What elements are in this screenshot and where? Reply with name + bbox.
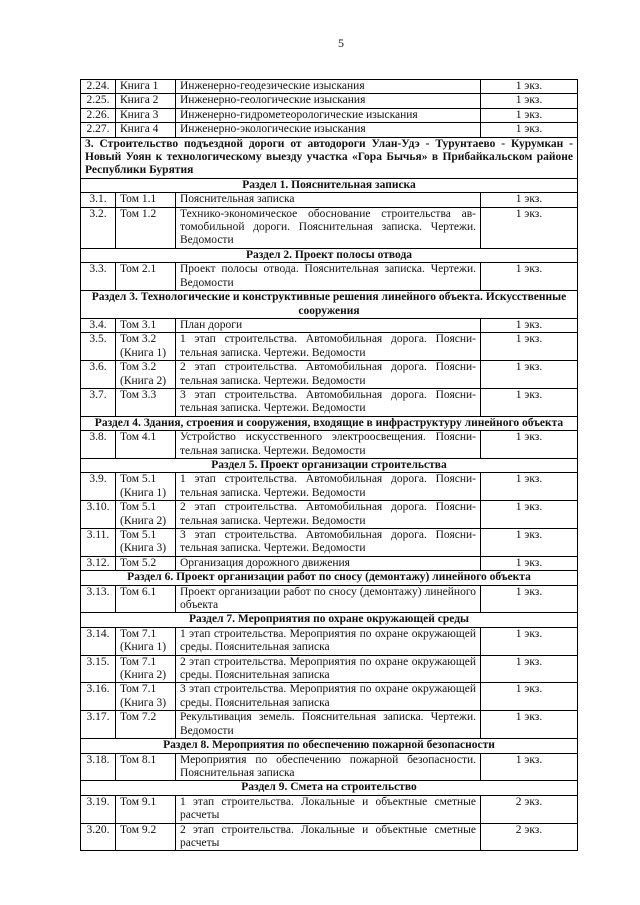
item-number: 3.17.: [81, 711, 116, 739]
item-copies: 1 экз.: [481, 318, 578, 332]
item-number: 3.12.: [81, 556, 116, 570]
volume-book-label: (Книга 1): [120, 486, 167, 499]
volume-label: Том 7.1: [120, 627, 157, 640]
volume-cell: [116, 80, 176, 94]
item-description: Инженерно-геологические изыскания: [176, 94, 481, 108]
volume-label: Том 5.2: [120, 556, 157, 569]
item-copies: 1 экз.: [481, 711, 578, 739]
subsection-heading-row: [81, 416, 578, 430]
table-row: [81, 193, 578, 207]
volume-book-label: (Книга 3): [120, 696, 167, 709]
volume-label: Книга 3: [120, 108, 159, 121]
item-number: 2.24.: [81, 80, 116, 94]
item-description: План дороги: [176, 318, 481, 332]
item-number: 3.14.: [81, 627, 116, 655]
item-copies: 1 экз.: [481, 333, 578, 361]
volume-cell: [116, 431, 176, 459]
volume-cell: [116, 711, 176, 739]
item-number: 3.4.: [81, 318, 116, 332]
volume-label: Книга 4: [120, 123, 159, 136]
volume-label: Том 9.1: [120, 795, 157, 808]
volume-cell: [116, 94, 176, 108]
item-copies: 1 экз.: [481, 627, 578, 655]
page-number: 5: [338, 36, 344, 50]
table-row: [81, 627, 578, 655]
item-number: 3.16.: [81, 683, 116, 711]
volume-book-label: (Книга 1): [120, 346, 167, 359]
item-description: 3 этап строительства. Автомобильная дорога. Пояснительная записка. Чертежи. Ведомости: [176, 388, 481, 416]
table-row: [81, 556, 578, 570]
item-number: 3.6.: [81, 361, 116, 389]
table-row: [81, 333, 578, 361]
volume-label: Том 7.1: [120, 683, 157, 696]
item-description: 1 этап строительства. Мероприятия по охране окружающей среды. Пояснительная записка: [176, 627, 481, 655]
subsection-heading-row: [81, 458, 578, 472]
item-copies: 1 экз.: [481, 529, 578, 557]
section-heading-row: [81, 137, 578, 178]
volume-cell: [116, 753, 176, 781]
table-row: [81, 585, 578, 613]
item-copies: 1 экз.: [481, 473, 578, 501]
subsection-heading: Раздел 5. Проект организации строительства: [81, 458, 578, 472]
item-description: 1 этап строительства. Локальные и объектные сметные расчеты: [176, 795, 481, 823]
item-description: Устройство искусственного электроосвещения. Пояснительная записка. Чертежи. Ведомости: [176, 431, 481, 459]
volume-book-label: (Книга 2): [120, 514, 167, 527]
table-row: [81, 388, 578, 416]
subsection-heading: Раздел 6. Проект организации работ по сносу (демонтажу) линейного объекта: [81, 571, 578, 585]
table-row: [81, 123, 578, 137]
item-copies: 1 экз.: [481, 655, 578, 683]
subsection-heading-row: [81, 781, 578, 795]
item-description: Инженерно-экологические изыскания: [176, 123, 481, 137]
item-number: 2.26.: [81, 108, 116, 122]
item-copies: 1 экз.: [481, 108, 578, 122]
table-row: [81, 108, 578, 122]
table-row: [81, 80, 578, 94]
subsection-heading-row: [81, 178, 578, 192]
volume-book-label: (Книга 2): [120, 374, 167, 387]
table-row: [81, 683, 578, 711]
volume-cell: [116, 501, 176, 529]
item-number: 3.3.: [81, 263, 116, 291]
table-row: [81, 501, 578, 529]
item-copies: 1 экз.: [481, 80, 578, 94]
table-row: [81, 318, 578, 332]
item-number: 3.1.: [81, 193, 116, 207]
subsection-heading: Раздел 3. Технологические и конструктивные решения линейного объекта. Искусственные сооружения: [81, 291, 578, 319]
volume-label: Том 6.1: [120, 585, 157, 598]
item-number: 3.5.: [81, 333, 116, 361]
volume-label: Том 9.2: [120, 823, 157, 836]
volume-cell: [116, 361, 176, 389]
item-description: Инженерно-геодезические изыскания: [176, 80, 481, 94]
volume-book-label: (Книга 3): [120, 542, 167, 555]
item-copies: 1 экз.: [481, 263, 578, 291]
subsection-heading: Раздел 2. Проект полосы отвода: [81, 248, 578, 262]
item-copies: 2 экз.: [481, 795, 578, 823]
subsection-heading: Раздел 4. Здания, строения и сооружения, входящие в инфраструктуру линейного объекта: [81, 416, 578, 430]
item-copies: 1 экз.: [481, 388, 578, 416]
item-number: 2.27.: [81, 123, 116, 137]
item-description: 3 этап строительства. Мероприятия по охране окружающей среды. Пояснительная записка: [176, 683, 481, 711]
volume-cell: [116, 108, 176, 122]
volume-label: Том 3.2: [120, 333, 157, 346]
item-description: Проект полосы отвода. Пояснительная записка. Чертежи. Ведомости: [176, 263, 481, 291]
item-description: Проект организации работ по сносу (демонтажу) линейного объекта: [176, 585, 481, 613]
volume-cell: [116, 123, 176, 137]
volume-cell: [116, 473, 176, 501]
subsection-heading-row: [81, 248, 578, 262]
volume-label: Том 8.1: [120, 753, 157, 766]
item-description: 2 этап строительства. Локальные и объектные сметные расчеты: [176, 823, 481, 851]
item-number: 3.11.: [81, 529, 116, 557]
volume-cell: [116, 333, 176, 361]
item-copies: 1 экз.: [481, 556, 578, 570]
item-description: 2 этап строительства. Автомобильная дорога. Пояснительная записка. Чертежи. Ведомости: [176, 501, 481, 529]
item-description: Пояснительная записка: [176, 193, 481, 207]
volume-label: Том 1.1: [120, 193, 157, 206]
volume-label: Том 5.1: [120, 473, 157, 486]
item-description: 1 этап строительства. Автомобильная дорога. Пояснительная записка. Чертежи. Ведомости: [176, 473, 481, 501]
item-description: Технико-экономическое обоснование строительства автомобильной дороги. Пояснительная записка. Чертежи. Ведомости: [176, 207, 481, 248]
volume-cell: [116, 318, 176, 332]
table-row: [81, 361, 578, 389]
volume-cell: [116, 263, 176, 291]
item-copies: 1 экз.: [481, 123, 578, 137]
volume-cell: [116, 585, 176, 613]
item-copies: 1 экз.: [481, 361, 578, 389]
volume-label: Том 2.1: [120, 263, 157, 276]
volume-book-label: (Книга 1): [120, 641, 167, 654]
item-number: 3.7.: [81, 388, 116, 416]
volume-label: Том 5.1: [120, 501, 157, 514]
volume-label: Том 7.1: [120, 655, 157, 668]
documentation-table-body: [81, 80, 578, 851]
volume-label: Том 4.1: [120, 431, 157, 444]
item-number: 3.9.: [81, 473, 116, 501]
item-copies: 1 экз.: [481, 207, 578, 248]
item-number: 3.13.: [81, 585, 116, 613]
volume-label: Том 5.1: [120, 529, 157, 541]
table-row: [81, 263, 578, 291]
item-copies: 1 экз.: [481, 683, 578, 711]
item-description: 2 этап строительства. Мероприятия по охране окружающей среды. Пояснительная записка: [176, 655, 481, 683]
volume-label: Том 7.2: [120, 711, 157, 724]
volume-cell: [116, 683, 176, 711]
subsection-heading-row: [81, 571, 578, 585]
subsection-heading: Раздел 1. Пояснительная записка: [81, 178, 578, 192]
item-copies: 2 экз.: [481, 823, 578, 851]
volume-label: Книга 1: [120, 80, 159, 92]
volume-cell: [116, 207, 176, 248]
item-number: 3.2.: [81, 207, 116, 248]
item-copies: 1 экз.: [481, 585, 578, 613]
table-row: [81, 529, 578, 557]
section-heading: 3. Строительство подъездной дороги от автодороги Улан-Удэ - Турунтаево - Курумкан - Новый Уоян к технологическому выезду участка «Гора Бычья» в Прибайкальском районе Республики Бурятия: [81, 137, 578, 178]
table-row: [81, 711, 578, 739]
item-number: 2.25.: [81, 94, 116, 108]
table-row: [81, 823, 578, 851]
subsection-heading: Раздел 9. Смета на строительство: [81, 781, 578, 795]
volume-book-label: (Книга 2): [120, 669, 167, 682]
table-row: [81, 207, 578, 248]
volume-cell: [116, 655, 176, 683]
subsection-heading-row: [81, 291, 578, 319]
item-copies: 1 экз.: [481, 753, 578, 781]
item-number: 3.15.: [81, 655, 116, 683]
item-description: Рекультивация земель. Пояснительная записка. Чертежи. Ведомости: [176, 711, 481, 739]
subsection-heading-row: [81, 613, 578, 627]
table-row: [81, 94, 578, 108]
volume-cell: [116, 627, 176, 655]
item-copies: 1 экз.: [481, 431, 578, 459]
item-copies: 1 экз.: [481, 193, 578, 207]
volume-cell: [116, 823, 176, 851]
subsection-heading: Раздел 8. Мероприятия по обеспечению пожарной безопасности: [81, 739, 578, 753]
subsection-heading-row: [81, 739, 578, 753]
volume-label: Книга 2: [120, 94, 159, 107]
volume-cell: [116, 388, 176, 416]
table-row: [81, 655, 578, 683]
item-number: 3.8.: [81, 431, 116, 459]
item-number: 3.20.: [81, 823, 116, 851]
volume-label: Том 3.1: [120, 318, 157, 331]
item-copies: 1 экз.: [481, 501, 578, 529]
volume-cell: [116, 795, 176, 823]
item-description: 3 этап строительства. Автомобильная дорога. Пояснительная записка. Чертежи. Ведомости: [176, 529, 481, 557]
volume-label: Том 3.2: [120, 361, 157, 374]
table-row: [81, 431, 578, 459]
item-description: 1 этап строительства. Автомобильная дорога. Пояснительная записка. Чертежи. Ведомости: [176, 333, 481, 361]
table-row: [81, 473, 578, 501]
item-description: Организация дорожного движения: [176, 556, 481, 570]
item-description: Мероприятия по обеспечению пожарной безопасности. Пояснительная записка: [176, 753, 481, 781]
volume-cell: [116, 529, 176, 557]
item-description: 2 этап строительства. Автомобильная дорога. Пояснительная записка. Чертежи. Ведомости: [176, 361, 481, 389]
table-row: [81, 753, 578, 781]
item-number: 3.10.: [81, 501, 116, 529]
item-number: 3.19.: [81, 795, 116, 823]
table-row: [81, 795, 578, 823]
documentation-table: [80, 79, 578, 851]
item-description: Инженерно-гидрометеорологические изыскания: [176, 108, 481, 122]
volume-cell: [116, 193, 176, 207]
volume-label: Том 1.2: [120, 207, 157, 220]
volume-label: Том 3.3: [120, 388, 157, 401]
volume-cell: [116, 556, 176, 570]
subsection-heading: Раздел 7. Мероприятия по охране окружающей среды: [81, 613, 578, 627]
item-copies: 1 экз.: [481, 94, 578, 108]
item-number: 3.18.: [81, 753, 116, 781]
